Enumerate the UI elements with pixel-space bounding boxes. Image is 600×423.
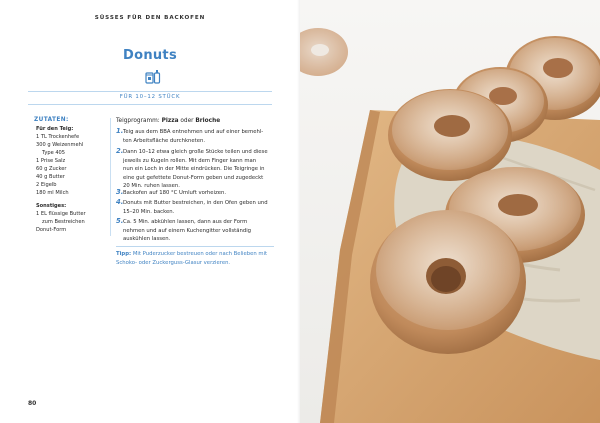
ingredient-item: 1 EL flüssige Butter [36,211,86,217]
program-label: Teigprogramm: [116,118,160,124]
ingredient-item: 60 g Zucker [36,166,67,172]
step-text [123,218,273,244]
step-number: 4. [116,198,124,206]
ingredient-item: Type 405 [42,150,66,156]
step-number: 5. [116,217,124,225]
ingredient-item: zum Bestreichen [42,219,85,225]
step-line: ten Arbeitsfläche durchkneten. [123,137,206,144]
program-connector: oder [180,118,194,124]
step-number: 3. [116,188,124,196]
step-line: Backofen auf 180 °C Umluft vorheizen. [123,190,227,196]
donut-front [370,210,526,354]
ingredient-item: 40 g Butter [36,174,65,180]
ingredient-item: 1 Prise Salz [36,158,66,164]
dough-heading: Für den Teig: [36,126,74,132]
tip-line: Schoko- oder Zuckerguss-Glasur verzieren. [116,259,231,266]
step-line: Teig aus dem BBA entnehmen und auf einer bemehl- [123,129,264,135]
program-option-brioche: Brioche [195,118,221,124]
step-line: auskühlen lassen. [123,236,171,243]
ingredient-item: 2 Eigelb [36,182,57,188]
servings-label: FÜR 10–12 STÜCK [119,94,181,100]
donuts-photo [300,0,600,423]
step-number: 2. [116,147,124,155]
servings-top-rule [28,91,272,92]
dough-program [116,118,220,124]
ingredient-item: Donut-Form [36,227,67,233]
step-text [123,128,273,145]
step-line: nehmen und auf einem Kuchengitter vollständig [123,227,252,234]
step-line: nun ein Loch in der Mitte eindrücken. Die Teigringe in [123,166,265,173]
step-line: Donuts mit Butter bestreichen, in den Ofen geben und [123,200,268,206]
page-number: 80 [28,400,37,407]
tip-divider [116,246,274,247]
step-text [123,199,273,216]
other-heading: Sonstiges: [36,203,67,209]
tip-box [116,250,274,267]
servings-bottom-rule [28,104,272,105]
tip-line: Mit Puderzucker bestreuen oder nach Belieben mit [132,251,268,257]
flour-and-bottle-icon [145,69,162,84]
right-page-photo [300,0,600,423]
step-text [123,189,273,198]
donut-left-middle [388,89,512,181]
running-head: SÜSSES FÜR DEN BACKOFEN [94,15,206,21]
step-line: 20 Min. ruhen lassen. [123,183,180,190]
step-line: 15–20 Min. backen. [123,208,175,215]
step-line: Ca. 5 Min. abkühlen lassen, dann aus der Form [123,219,248,225]
step-number: 1. [116,127,124,135]
step-line: eine gut gefettete Donut-Form geben und zugedeckt [123,174,264,181]
tip-label: Tipp: [116,251,132,257]
step-text [123,148,273,191]
ingredients-title: ZUTATEN: [34,117,69,123]
ingredient-item: 1 TL Trockenhefe [36,134,80,140]
program-option-pizza: Pizza [161,118,179,124]
recipe-title: Donuts [123,48,177,63]
ingredient-item: 300 g Weizenmehl [36,142,84,148]
column-divider [110,118,111,236]
step-line: jeweils zu Kugeln rollen. Mit dem Finger kann man [123,157,257,164]
step-line: Dann 10–12 etwa gleich große Stücke teilen und diese [123,149,268,155]
ingredient-item: 180 ml Milch [36,190,69,196]
